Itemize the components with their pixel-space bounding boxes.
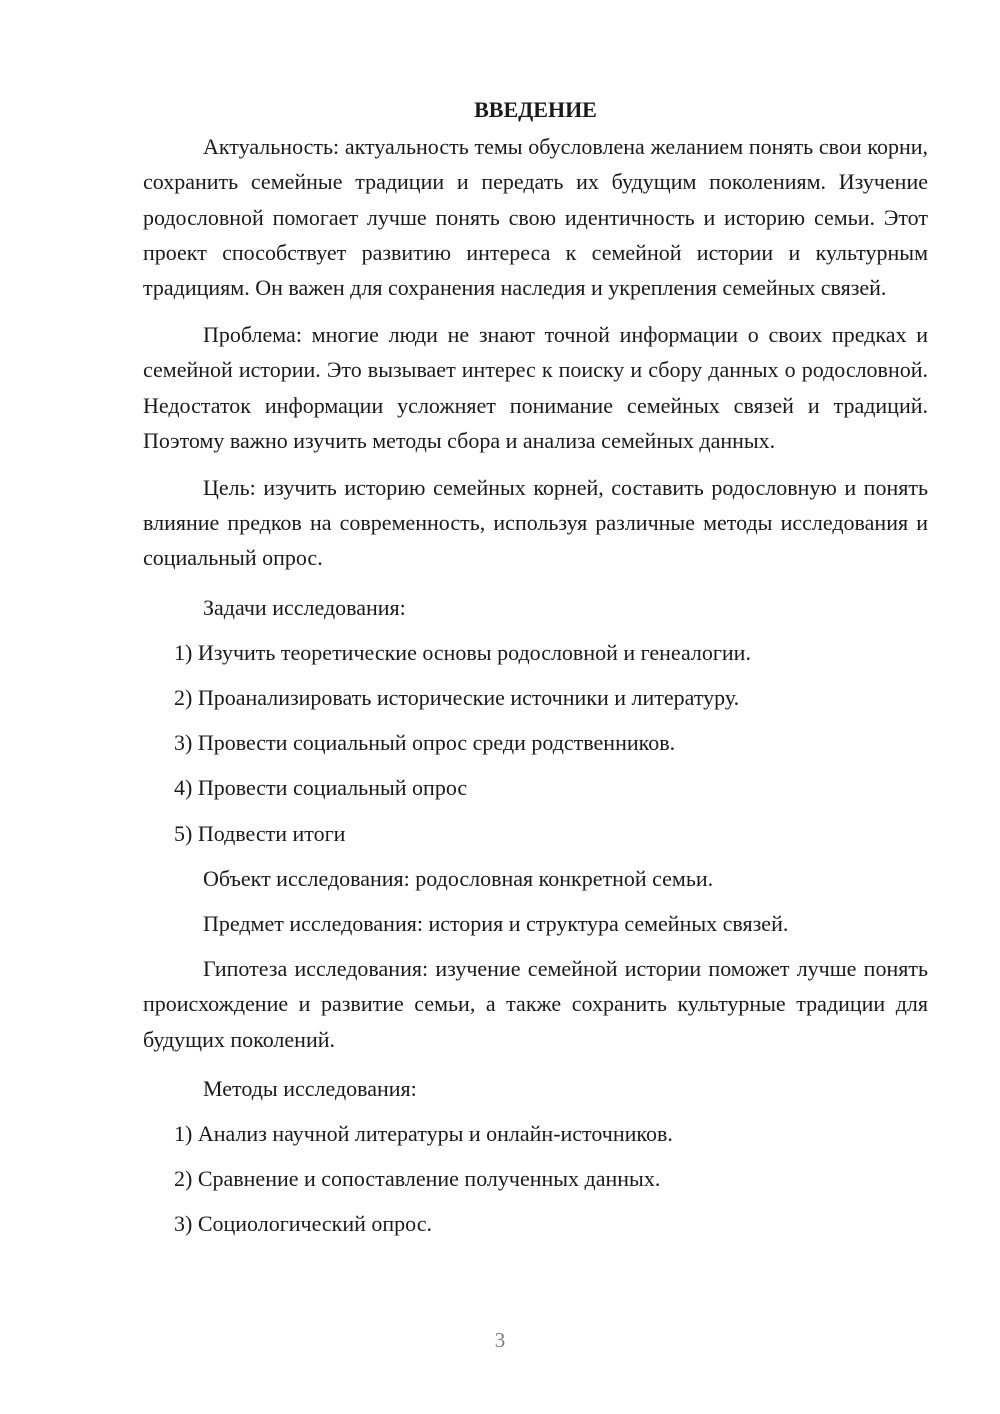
task-item: 3) Провести социальный опрос среди родственников.: [174, 730, 676, 756]
subject-line: Предмет исследования: история и структура семейных связей.: [203, 911, 789, 937]
problem-paragraph: Проблема: многие люди не знают точной информации о своих предках и семейной истории. Это вызывает интерес к поиску и сбору данных о родословной. Недостаток информации усложняет понимание семейных связей и традиций. Поэтому важно изучить методы сбора и анализа семейных данных.: [143, 322, 928, 453]
method-item: 1) Анализ научной литературы и онлайн-источников.: [174, 1121, 673, 1147]
task-item: 2) Проанализировать исторические источники и литературу.: [174, 685, 740, 711]
method-item: 3) Социологический опрос.: [174, 1211, 432, 1237]
task-item: 4) Провести социальный опрос: [174, 775, 468, 801]
object-line: Объект исследования: родословная конкретной семьи.: [203, 865, 714, 891]
task-item: 1) Изучить теоретические основы родословной и генеалогии.: [174, 639, 751, 665]
section-heading: ВВЕДЕНИЕ: [474, 97, 597, 122]
tasks-title: Задачи исследования:: [203, 594, 406, 620]
page-number: 3: [494, 1328, 506, 1352]
relevance-paragraph: Актуальность: актуальность темы обусловлена желанием понять свои корни, сохранить семейные традиции и передать их будущим поколениям. Изучение родословной помогает лучше понять свою идентичность и историю семьи. Этот проект способствует развитию интереса к семейной истории и культурным традициям. Он важен для сохранения наследия и укрепления семейных связей.: [143, 134, 928, 301]
task-item: 5) Подвести итоги: [174, 820, 346, 846]
methods-title: Методы исследования:: [203, 1075, 417, 1101]
goal-paragraph: Цель: изучить историю семейных корней, составить родословную и понять влияние предков на современность, используя различные методы исследования и социальный опрос.: [143, 475, 928, 571]
document-page: [143, 92, 928, 1252]
hypothesis-paragraph: Гипотеза исследования: изучение семейной истории поможет лучше понять происхождение и развитие семьи, а также сохранить культурные традиции для будущих поколений.: [143, 956, 928, 1052]
method-item: 2) Сравнение и сопоставление полученных данных.: [174, 1166, 661, 1192]
